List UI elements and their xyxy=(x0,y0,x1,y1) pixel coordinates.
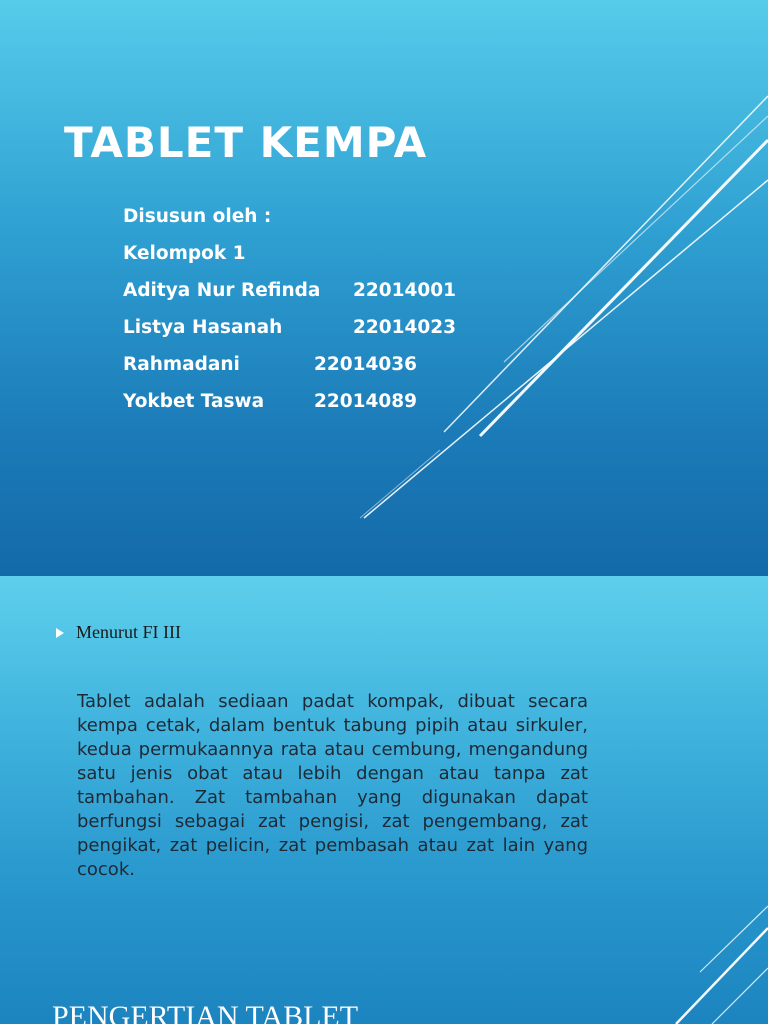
member-row xyxy=(123,389,417,426)
definition-paragraph: Tablet adalah sediaan padat kompak, dibuat secara kempa cetak, dalam bentuk tabung pipih atau sirkuler, kedua permukaannya rata atau cembung, mengandung satu jenis obat atau lebih dengan atau tanpa zat tambahan. Zat tambahan yang digunakan dapat berfungsi sebagai zat pengisi, zat pengembang, zat pengikat, zat pelicin, zat pembasah atau zat lain yang cocok. xyxy=(77,691,588,880)
member-nim: 22014023 xyxy=(353,317,456,338)
member-name: Listya Hasanah xyxy=(123,317,283,338)
credits-block xyxy=(123,204,456,426)
member-nim: 22014001 xyxy=(353,280,456,301)
deco-line xyxy=(444,96,768,432)
member-name: Aditya Nur Refinda xyxy=(123,280,321,301)
member-row xyxy=(123,278,456,315)
deco-line xyxy=(676,928,768,1024)
member-nim: 22014036 xyxy=(314,354,417,375)
member-row xyxy=(123,315,456,352)
slide-title: TABLET KEMPA xyxy=(64,118,428,167)
member-name: Rahmadani xyxy=(123,354,240,375)
group-label: Kelompok 1 xyxy=(123,243,246,264)
member-nim: 22014089 xyxy=(314,391,417,412)
member-row xyxy=(123,352,417,389)
compiled-by-label: Disusun oleh : xyxy=(123,206,272,227)
deco-line xyxy=(504,116,768,362)
deco-line xyxy=(364,180,768,518)
bullet-text: Menurut FI III xyxy=(76,622,181,642)
member-name: Yokbet Taswa xyxy=(123,391,265,412)
deco-line xyxy=(480,140,768,436)
deco-line xyxy=(360,450,440,518)
bullet-item xyxy=(56,622,181,643)
triangle-bullet-icon xyxy=(56,628,64,638)
next-slide-title: PENGERTIAN TABLET xyxy=(52,1000,359,1033)
